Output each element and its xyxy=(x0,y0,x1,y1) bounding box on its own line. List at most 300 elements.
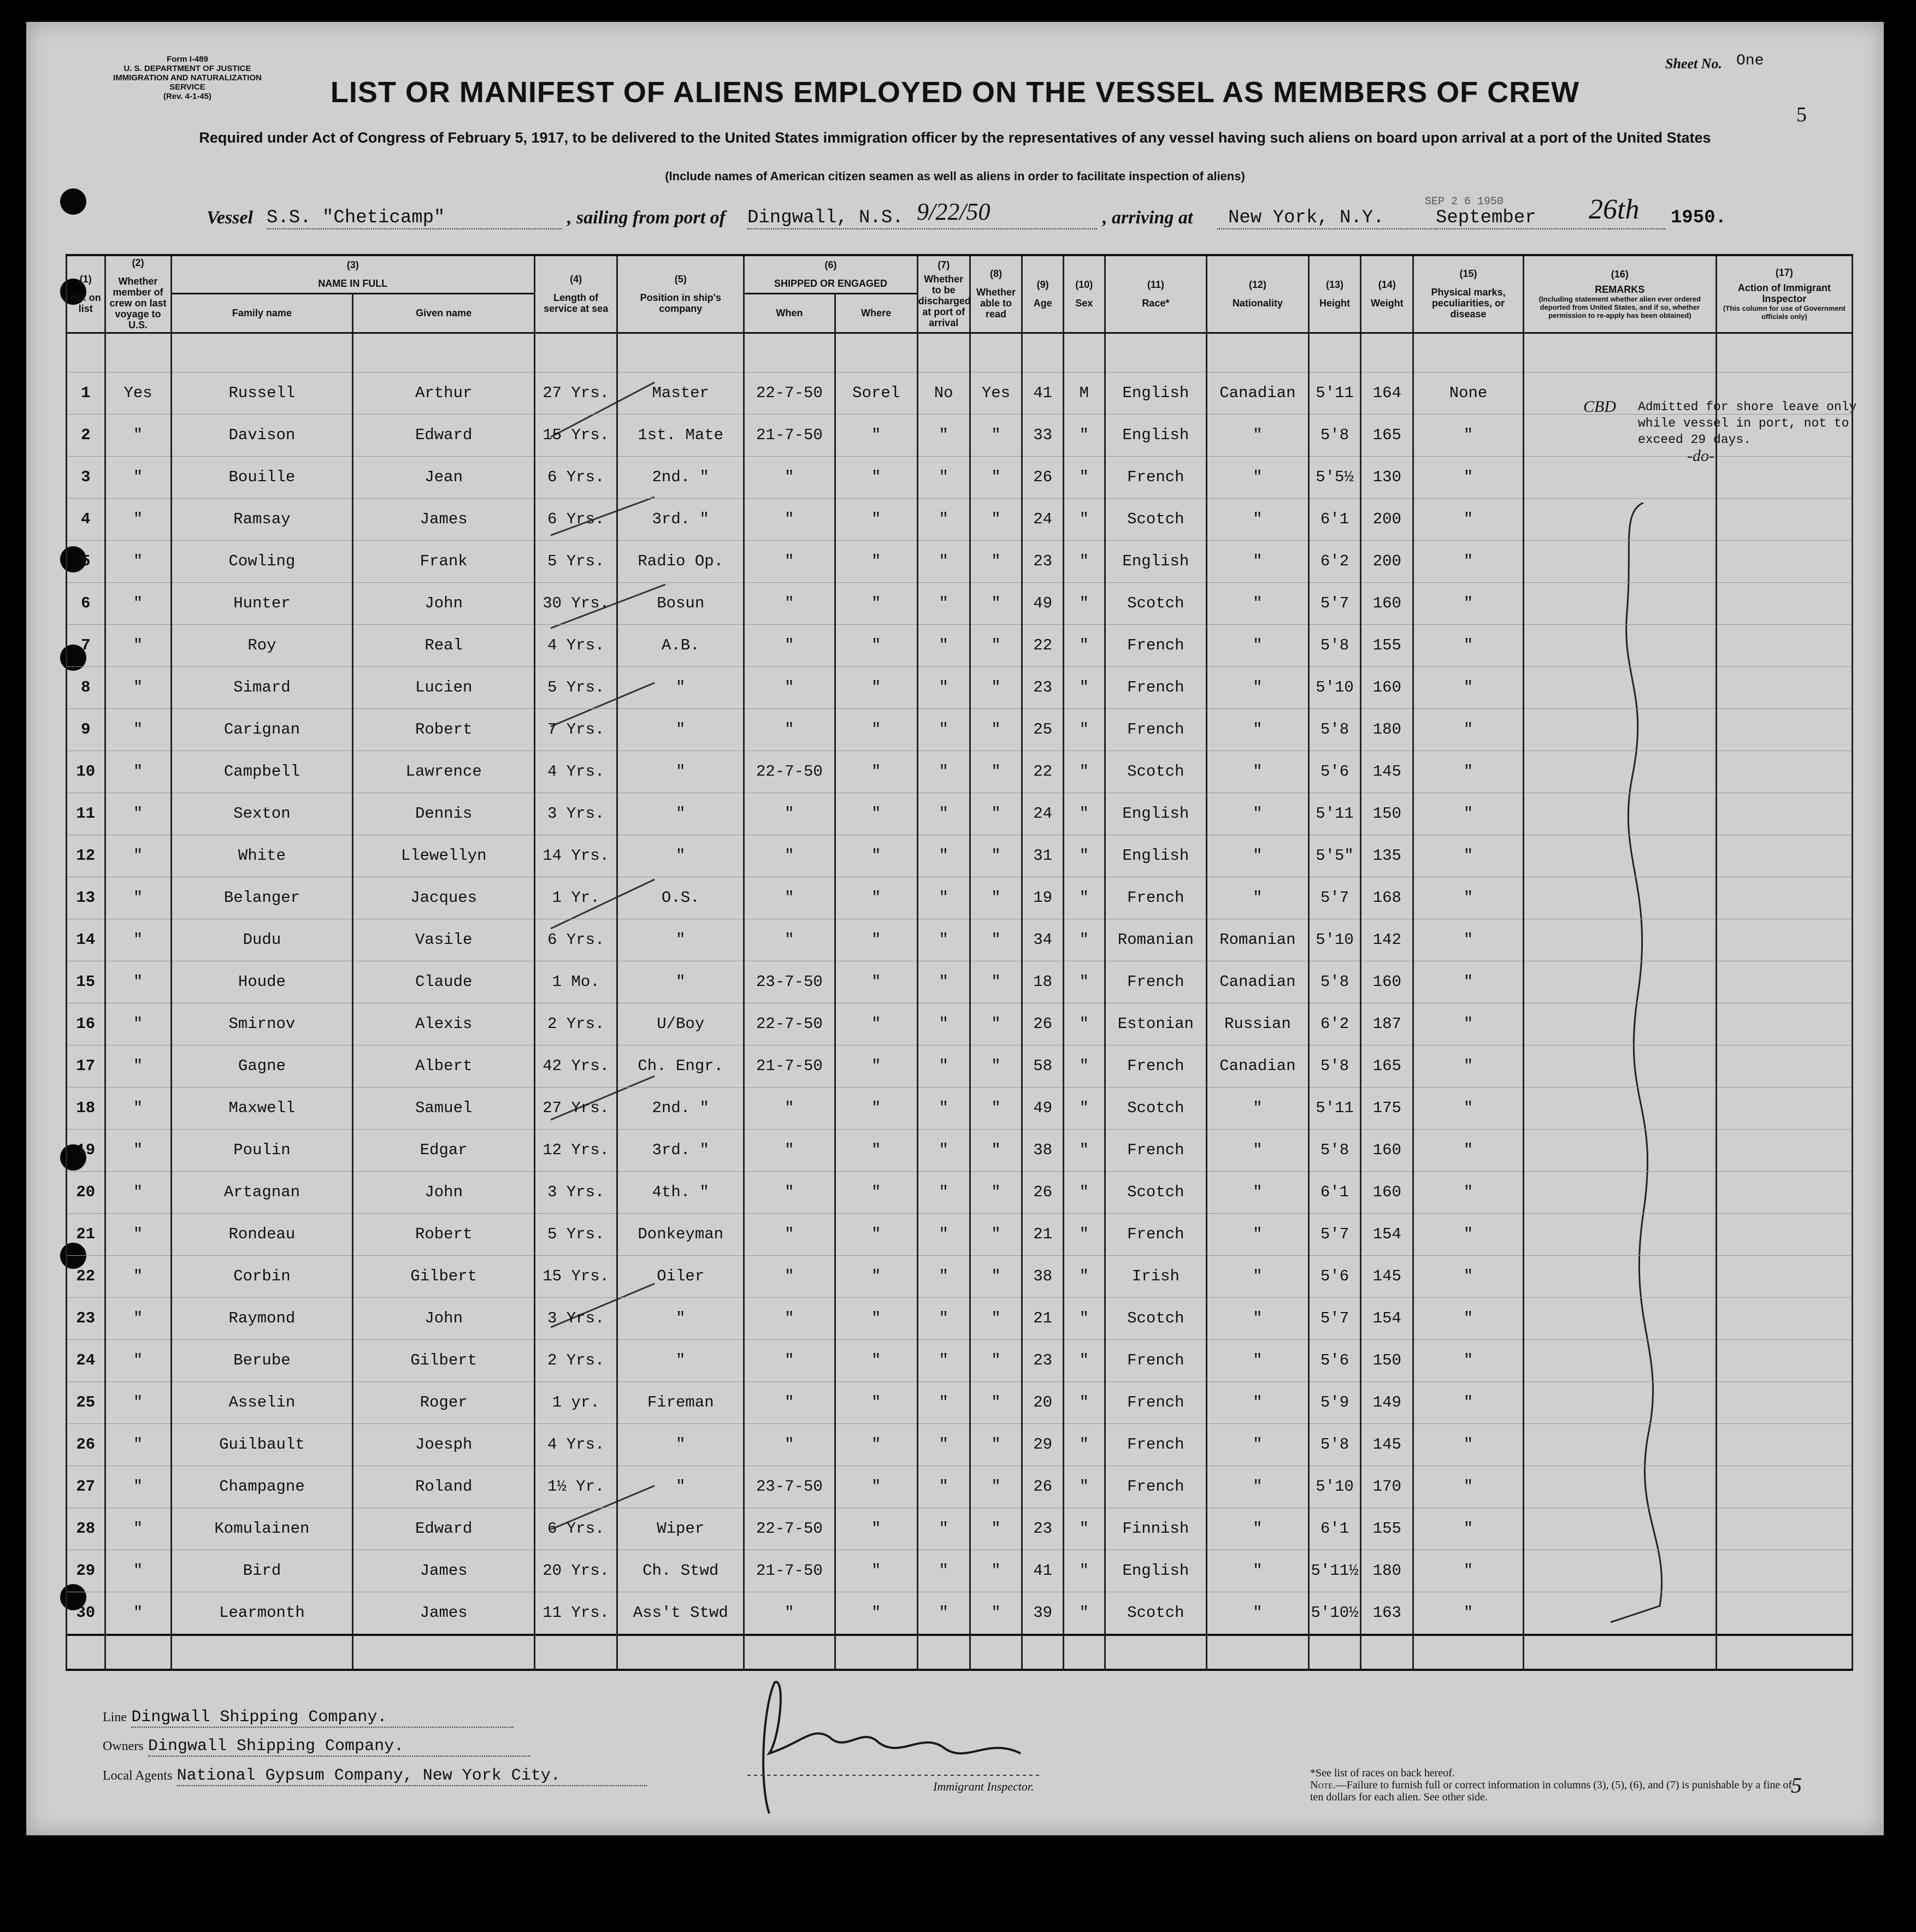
cell-service-length: 1 yr. xyxy=(535,1381,617,1423)
cell-able-to-read: " xyxy=(970,1171,1022,1213)
cell-weight: 200 xyxy=(1361,540,1413,582)
cell-given-name: Claude xyxy=(353,961,535,1003)
cell-able-to-read: " xyxy=(970,877,1022,919)
cell-sex: " xyxy=(1063,751,1105,793)
table-row xyxy=(67,540,1853,582)
table-row xyxy=(67,624,1853,666)
cell-shipped-when: 22-7-50 xyxy=(744,1003,835,1045)
cell-inspector-action xyxy=(1716,456,1852,498)
cell-remarks xyxy=(1523,666,1716,708)
cell-sex: " xyxy=(1063,1297,1105,1339)
cell-service-length: 2 Yrs. xyxy=(535,1003,617,1045)
cell-height: 5'11½ xyxy=(1308,1550,1361,1592)
cell-physical-marks: " xyxy=(1413,624,1524,666)
cell-inspector-action xyxy=(1716,1171,1852,1213)
table-row xyxy=(67,1171,1853,1213)
cell-last-voyage: " xyxy=(105,1171,171,1213)
cell-last-voyage: " xyxy=(105,1003,171,1045)
cell-physical-marks: " xyxy=(1413,877,1524,919)
cell-position: Oiler xyxy=(617,1255,744,1297)
cell-height: 5'8 xyxy=(1308,961,1361,1003)
cell-sex: " xyxy=(1063,1255,1105,1297)
cell-remarks xyxy=(1523,1255,1716,1297)
cell-sex: " xyxy=(1063,1423,1105,1466)
cell-inspector-action xyxy=(1716,1255,1852,1297)
table-row xyxy=(67,877,1853,919)
cell-able-to-read: " xyxy=(970,1003,1022,1045)
cell-weight: 160 xyxy=(1361,961,1413,1003)
cell-physical-marks: " xyxy=(1413,1423,1524,1466)
cell-service-length: 15 Yrs. xyxy=(535,414,617,456)
header-col-14: (14) Weight xyxy=(1361,255,1413,333)
cell-race: French xyxy=(1105,456,1207,498)
cell-physical-marks: " xyxy=(1413,708,1524,751)
cell-row-number: 29 xyxy=(67,1550,105,1592)
cell-race: French xyxy=(1105,1339,1207,1381)
cell-remarks xyxy=(1523,456,1716,498)
cell-position: 4th. " xyxy=(617,1171,744,1213)
cell-shipped-when: 22-7-50 xyxy=(744,1508,835,1550)
cell-shipped-when: 21-7-50 xyxy=(744,414,835,456)
cell-position: " xyxy=(617,708,744,751)
cell-height: 5'11 xyxy=(1308,372,1361,414)
cell-age: 26 xyxy=(1022,1466,1064,1508)
cell-discharged: " xyxy=(917,1339,970,1381)
cell-given-name: Jean xyxy=(353,456,535,498)
cell-age: 38 xyxy=(1022,1129,1064,1171)
page-number: 5 xyxy=(1796,103,1807,126)
cell-height: 5'7 xyxy=(1308,1213,1361,1255)
cell-sex: " xyxy=(1063,793,1105,835)
cell-nationality: " xyxy=(1207,1592,1309,1635)
cell-service-length: 4 Yrs. xyxy=(535,751,617,793)
header-col-7: (7) Whether to be discharged at port of arrival xyxy=(917,255,970,333)
cell-nationality: " xyxy=(1207,1423,1309,1466)
cell-inspector-action xyxy=(1716,1129,1852,1171)
cell-remarks xyxy=(1523,1466,1716,1508)
cell-weight: 187 xyxy=(1361,1003,1413,1045)
cell-physical-marks: " xyxy=(1413,582,1524,624)
cell-given-name: James xyxy=(353,1550,535,1592)
cell-nationality: " xyxy=(1207,498,1309,540)
cell-shipped-where: " xyxy=(835,624,917,666)
cell-height: 5'8 xyxy=(1308,1423,1361,1466)
cell-family-name: Houde xyxy=(171,961,353,1003)
cell-family-name: Hunter xyxy=(171,582,353,624)
cell-inspector-action xyxy=(1716,708,1852,751)
cell-weight: 145 xyxy=(1361,1255,1413,1297)
header-col-5: (5) Position in ship's company xyxy=(617,255,744,333)
header-family-name: Family name xyxy=(171,293,353,333)
cell-row-number: 9 xyxy=(67,708,105,751)
cell-shipped-when: " xyxy=(744,1213,835,1255)
cell-discharged: " xyxy=(917,1255,970,1297)
cell-height: 5'11 xyxy=(1308,793,1361,835)
cell-remarks xyxy=(1523,751,1716,793)
cell-age: 23 xyxy=(1022,1508,1064,1550)
cell-given-name: Gilbert xyxy=(353,1255,535,1297)
cell-inspector-action xyxy=(1716,1381,1852,1423)
cell-sex: " xyxy=(1063,1550,1105,1592)
cell-physical-marks: " xyxy=(1413,540,1524,582)
cell-physical-marks: None xyxy=(1413,372,1524,414)
cell-shipped-where: " xyxy=(835,1297,917,1339)
cell-weight: 154 xyxy=(1361,1213,1413,1255)
cell-sex: " xyxy=(1063,961,1105,1003)
port-from: Dingwall, N.S. xyxy=(747,208,1097,229)
cell-age: 39 xyxy=(1022,1592,1064,1635)
cell-height: 5'10 xyxy=(1308,666,1361,708)
cell-inspector-action xyxy=(1716,414,1852,456)
cell-row-number: 25 xyxy=(67,1381,105,1423)
cell-shipped-when: " xyxy=(744,582,835,624)
cell-inspector-action xyxy=(1716,961,1852,1003)
table-row xyxy=(67,456,1853,498)
cell-nationality: " xyxy=(1207,456,1309,498)
cell-service-length: 12 Yrs. xyxy=(535,1129,617,1171)
cell-family-name: Belanger xyxy=(171,877,353,919)
cell-last-voyage: " xyxy=(105,1466,171,1508)
cell-sex: " xyxy=(1063,1003,1105,1045)
cell-able-to-read: " xyxy=(970,540,1022,582)
cell-shipped-when: " xyxy=(744,1339,835,1381)
cell-nationality: " xyxy=(1207,1508,1309,1550)
cell-able-to-read: " xyxy=(970,835,1022,877)
agents-value: National Gypsum Company, New York City. xyxy=(177,1766,647,1786)
agents-label: Local Agents xyxy=(103,1769,173,1783)
header-col-16: (16) REMARKS (Including statement whether alien ever ordered deported from United States, and if so, whether permission to re-apply has been obtained) xyxy=(1523,255,1716,333)
remarks-initials: CBD xyxy=(1583,398,1616,416)
cell-able-to-read: " xyxy=(970,1255,1022,1297)
cell-age: 26 xyxy=(1022,456,1064,498)
cell-race: English xyxy=(1105,1550,1207,1592)
cell-remarks xyxy=(1523,793,1716,835)
cell-physical-marks: " xyxy=(1413,919,1524,961)
cell-weight: 180 xyxy=(1361,708,1413,751)
cell-position: 3rd. " xyxy=(617,498,744,540)
cell-row-number: 12 xyxy=(67,835,105,877)
table-row xyxy=(67,1045,1853,1087)
table-row xyxy=(67,919,1853,961)
cell-physical-marks: " xyxy=(1413,1129,1524,1171)
table-row xyxy=(67,1508,1853,1550)
header-col-9: (9) Age xyxy=(1022,255,1064,333)
cell-position: Wiper xyxy=(617,1508,744,1550)
cell-shipped-when: " xyxy=(744,835,835,877)
cell-last-voyage: " xyxy=(105,1423,171,1466)
table-row xyxy=(67,1297,1853,1339)
cell-given-name: Alexis xyxy=(353,1003,535,1045)
cell-age: 29 xyxy=(1022,1423,1064,1466)
cell-last-voyage: " xyxy=(105,1339,171,1381)
sheet-label: Sheet No. xyxy=(1665,56,1722,72)
cell-shipped-where: " xyxy=(835,1003,917,1045)
cell-sex: " xyxy=(1063,1171,1105,1213)
cell-sex: " xyxy=(1063,919,1105,961)
cell-able-to-read: " xyxy=(970,919,1022,961)
cell-given-name: Frank xyxy=(353,540,535,582)
cell-position: Ch. Engr. xyxy=(617,1045,744,1087)
cell-shipped-where: " xyxy=(835,793,917,835)
cell-position: Radio Op. xyxy=(617,540,744,582)
cell-shipped-where: " xyxy=(835,1592,917,1635)
cell-shipped-when: 21-7-50 xyxy=(744,1550,835,1592)
cell-age: 22 xyxy=(1022,751,1064,793)
cell-shipped-where: " xyxy=(835,666,917,708)
cell-race: English xyxy=(1105,540,1207,582)
cell-discharged: " xyxy=(917,624,970,666)
cell-able-to-read: " xyxy=(970,1508,1022,1550)
sheet-value: One xyxy=(1736,52,1764,69)
cell-physical-marks: " xyxy=(1413,1045,1524,1087)
cell-weight: 149 xyxy=(1361,1381,1413,1423)
cell-nationality: " xyxy=(1207,1087,1309,1129)
cell-nationality: " xyxy=(1207,1339,1309,1381)
cell-age: 24 xyxy=(1022,498,1064,540)
cell-weight: 160 xyxy=(1361,666,1413,708)
cell-position: Ch. Stwd xyxy=(617,1550,744,1592)
cell-last-voyage: " xyxy=(105,1297,171,1339)
cell-physical-marks: " xyxy=(1413,1003,1524,1045)
cell-remarks xyxy=(1523,1087,1716,1129)
cell-race: Irish xyxy=(1105,1255,1207,1297)
cell-last-voyage: " xyxy=(105,1129,171,1171)
cell-discharged: " xyxy=(917,1003,970,1045)
cell-race: French xyxy=(1105,1213,1207,1255)
cell-given-name: Real xyxy=(353,624,535,666)
cell-weight: 142 xyxy=(1361,919,1413,961)
cell-height: 5'6 xyxy=(1308,1255,1361,1297)
header-col-1: (1) No. on list xyxy=(67,255,105,333)
cell-family-name: Poulin xyxy=(171,1129,353,1171)
cell-service-length: 6 Yrs. xyxy=(535,1508,617,1550)
cell-given-name: Llewellyn xyxy=(353,835,535,877)
cell-able-to-read: " xyxy=(970,1339,1022,1381)
cell-given-name: Arthur xyxy=(353,372,535,414)
cell-age: 34 xyxy=(1022,919,1064,961)
cell-family-name: Davison xyxy=(171,414,353,456)
form-number: Form I-489 xyxy=(167,55,208,64)
cell-able-to-read: " xyxy=(970,1423,1022,1466)
cell-age: 49 xyxy=(1022,582,1064,624)
cell-remarks xyxy=(1523,1003,1716,1045)
binder-hole xyxy=(60,188,86,215)
cell-shipped-where: " xyxy=(835,961,917,1003)
cell-remarks xyxy=(1523,1297,1716,1339)
remarks-ditto: -do- xyxy=(1687,447,1714,465)
cell-row-number: 24 xyxy=(67,1339,105,1381)
cell-age: 23 xyxy=(1022,540,1064,582)
cell-row-number: 20 xyxy=(67,1171,105,1213)
cell-sex: " xyxy=(1063,414,1105,456)
cell-able-to-read: " xyxy=(970,582,1022,624)
cell-row-number: 11 xyxy=(67,793,105,835)
cell-position: Master xyxy=(617,372,744,414)
cell-shipped-when: " xyxy=(744,540,835,582)
cell-inspector-action xyxy=(1716,540,1852,582)
cell-given-name: Gilbert xyxy=(353,1339,535,1381)
cell-height: 5'10 xyxy=(1308,1466,1361,1508)
cell-height: 5'5" xyxy=(1308,835,1361,877)
cell-race: Finnish xyxy=(1105,1508,1207,1550)
cell-sex: " xyxy=(1063,624,1105,666)
cell-physical-marks: " xyxy=(1413,414,1524,456)
cell-shipped-where: " xyxy=(835,1129,917,1171)
cell-family-name: White xyxy=(171,835,353,877)
cell-age: 33 xyxy=(1022,414,1064,456)
cell-given-name: John xyxy=(353,1171,535,1213)
crew-rows xyxy=(67,333,1853,1670)
owners-value: Dingwall Shipping Company. xyxy=(148,1737,530,1757)
cell-discharged: " xyxy=(917,1297,970,1339)
cell-age: 24 xyxy=(1022,793,1064,835)
cell-row-number: 7 xyxy=(67,624,105,666)
cell-weight: 135 xyxy=(1361,835,1413,877)
cell-position: " xyxy=(617,793,744,835)
cell-able-to-read: " xyxy=(970,1550,1022,1592)
cell-nationality: Romanian xyxy=(1207,919,1309,961)
cell-shipped-when: " xyxy=(744,1297,835,1339)
cell-height: 5'10 xyxy=(1308,919,1361,961)
cell-service-length: 27 Yrs. xyxy=(535,1087,617,1129)
cell-remarks xyxy=(1523,835,1716,877)
cell-discharged: " xyxy=(917,835,970,877)
cell-given-name: James xyxy=(353,1592,535,1635)
cell-shipped-when: " xyxy=(744,1129,835,1171)
cell-discharged: " xyxy=(917,1381,970,1423)
cell-service-length: 27 Yrs. xyxy=(535,372,617,414)
cell-height: 5'7 xyxy=(1308,1297,1361,1339)
cell-family-name: Komulainen xyxy=(171,1508,353,1550)
cell-position: Fireman xyxy=(617,1381,744,1423)
table-row xyxy=(67,1003,1853,1045)
cell-discharged: " xyxy=(917,793,970,835)
cell-inspector-action xyxy=(1716,1423,1852,1466)
cell-position: U/Boy xyxy=(617,1003,744,1045)
cell-nationality: Canadian xyxy=(1207,961,1309,1003)
cell-race: English xyxy=(1105,793,1207,835)
cell-row-number: 22 xyxy=(67,1255,105,1297)
cell-given-name: John xyxy=(353,1297,535,1339)
cell-discharged: " xyxy=(917,666,970,708)
cell-age: 19 xyxy=(1022,877,1064,919)
cell-given-name: Roger xyxy=(353,1381,535,1423)
cell-inspector-action xyxy=(1716,1297,1852,1339)
cell-physical-marks: " xyxy=(1413,1171,1524,1213)
cell-nationality: " xyxy=(1207,666,1309,708)
cell-remarks xyxy=(1523,1381,1716,1423)
cell-inspector-action xyxy=(1716,666,1852,708)
cell-sex: " xyxy=(1063,456,1105,498)
cell-family-name: Roy xyxy=(171,624,353,666)
cell-height: 5'8 xyxy=(1308,414,1361,456)
cell-last-voyage: " xyxy=(105,624,171,666)
cell-sex: " xyxy=(1063,1213,1105,1255)
cell-sex: " xyxy=(1063,1045,1105,1087)
revision: (Rev. 4-1-45) xyxy=(163,92,212,101)
cell-last-voyage: " xyxy=(105,456,171,498)
cell-nationality: Russian xyxy=(1207,1003,1309,1045)
cell-remarks xyxy=(1523,961,1716,1003)
cell-nationality: " xyxy=(1207,793,1309,835)
cell-weight: 175 xyxy=(1361,1087,1413,1129)
header-col-8: (8) Whether able to read xyxy=(970,255,1022,333)
cell-height: 5'5½ xyxy=(1308,456,1361,498)
cell-row-number: 19 xyxy=(67,1129,105,1171)
cell-weight: 160 xyxy=(1361,582,1413,624)
cell-discharged: " xyxy=(917,582,970,624)
cell-able-to-read: " xyxy=(970,1129,1022,1171)
cell-able-to-read: " xyxy=(970,666,1022,708)
cell-remarks xyxy=(1523,1550,1716,1592)
cell-weight: 160 xyxy=(1361,1129,1413,1171)
cell-able-to-read: " xyxy=(970,1087,1022,1129)
header-given-name: Given name xyxy=(353,293,535,333)
cell-discharged: " xyxy=(917,1508,970,1550)
inspector-label: Immigrant Inspector. xyxy=(933,1780,1034,1793)
cell-race: English xyxy=(1105,372,1207,414)
cell-family-name: Sexton xyxy=(171,793,353,835)
cell-sex: " xyxy=(1063,835,1105,877)
cell-race: Scotch xyxy=(1105,751,1207,793)
cell-weight: 154 xyxy=(1361,1297,1413,1339)
cell-service-length: 3 Yrs. xyxy=(535,1297,617,1339)
cell-row-number: 17 xyxy=(67,1045,105,1087)
cell-inspector-action xyxy=(1716,372,1852,414)
cell-able-to-read: " xyxy=(970,456,1022,498)
cell-row-number: 10 xyxy=(67,751,105,793)
cell-family-name: Asselin xyxy=(171,1381,353,1423)
cell-position: 1st. Mate xyxy=(617,414,744,456)
cell-race: French xyxy=(1105,961,1207,1003)
cell-shipped-where: " xyxy=(835,919,917,961)
cell-height: 5'6 xyxy=(1308,1339,1361,1381)
cell-height: 6'1 xyxy=(1308,498,1361,540)
cell-weight: 160 xyxy=(1361,1171,1413,1213)
cell-race: Romanian xyxy=(1105,919,1207,961)
cell-age: 49 xyxy=(1022,1087,1064,1129)
cell-shipped-where: " xyxy=(835,1423,917,1466)
cell-able-to-read: " xyxy=(970,751,1022,793)
service: IMMIGRATION AND NATURALIZATION SERVICE xyxy=(113,73,262,92)
cell-remarks xyxy=(1523,919,1716,961)
cell-service-length: 3 Yrs. xyxy=(535,793,617,835)
cell-sex: " xyxy=(1063,1087,1105,1129)
cell-age: 26 xyxy=(1022,1171,1064,1213)
cell-service-length: 4 Yrs. xyxy=(535,1423,617,1466)
cell-remarks xyxy=(1523,1171,1716,1213)
cell-nationality: Canadian xyxy=(1207,372,1309,414)
header-col-10: (10) Sex xyxy=(1063,255,1105,333)
cell-race: French xyxy=(1105,1129,1207,1171)
cell-discharged: " xyxy=(917,1045,970,1087)
cell-sex: " xyxy=(1063,1339,1105,1381)
cell-inspector-action xyxy=(1716,1339,1852,1381)
cell-physical-marks: " xyxy=(1413,1339,1524,1381)
remarks-text: Admitted for shore leave only while vessel in port, not to exceed 29 days. xyxy=(1638,400,1857,447)
cell-physical-marks: " xyxy=(1413,666,1524,708)
cell-race: Scotch xyxy=(1105,498,1207,540)
page-title: LIST OR MANIFEST OF ALIENS EMPLOYED ON THE VESSEL AS MEMBERS OF CREW xyxy=(330,76,1580,109)
cell-given-name: Dennis xyxy=(353,793,535,835)
cell-inspector-action xyxy=(1716,1003,1852,1045)
cell-discharged: No xyxy=(917,372,970,414)
cell-shipped-when: 22-7-50 xyxy=(744,372,835,414)
cell-nationality: " xyxy=(1207,1466,1309,1508)
cell-last-voyage: " xyxy=(105,1213,171,1255)
cell-discharged: " xyxy=(917,751,970,793)
header-col-12: (12) Nationality xyxy=(1207,255,1309,333)
